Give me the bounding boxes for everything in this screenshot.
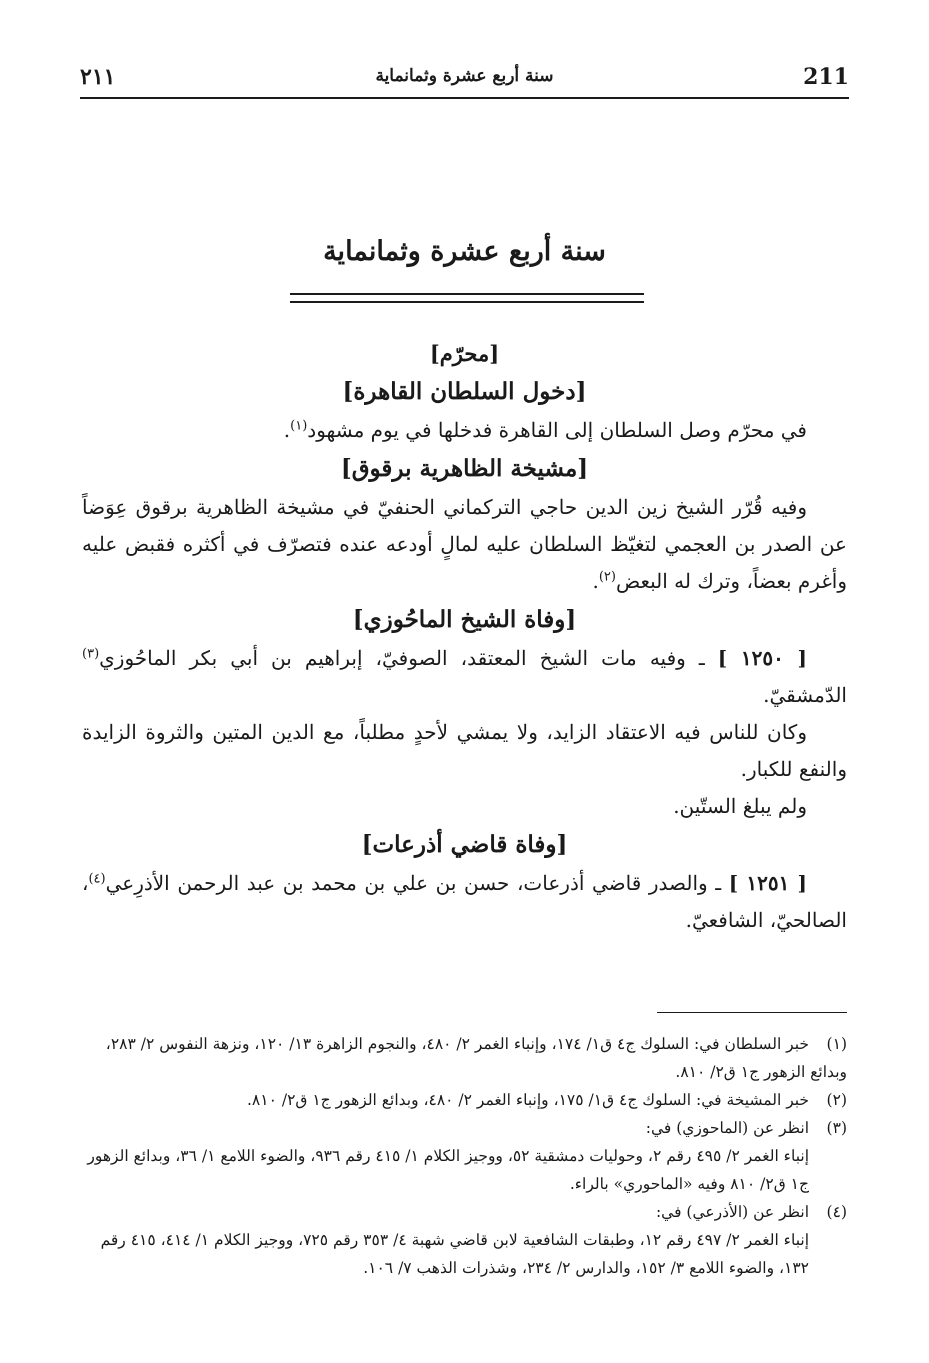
footnote-number: (١)	[826, 1035, 847, 1053]
section-heading: [مشيخة الظاهرية برقوق]	[340, 455, 589, 482]
footnote-number: (٢)	[826, 1091, 847, 1109]
footnote-separator	[657, 1012, 847, 1013]
page-number-latin: 211	[803, 64, 849, 90]
footnote	[82, 1114, 847, 1142]
title-rule-bottom	[290, 301, 644, 303]
running-title: سنة أربع عشرة وثمانماية	[375, 66, 554, 86]
paragraph-text: الدّمشقيّ.	[763, 683, 847, 707]
footnote-text: انظر عن (الماحوزي) في:	[645, 1119, 809, 1137]
paragraph	[82, 865, 847, 939]
footnote	[82, 1030, 847, 1086]
section-heading: [وفاة الشيخ الماحُوزي]	[352, 606, 577, 633]
paragraph: ولم يبلغ الستّين.	[673, 794, 807, 818]
footnote-text: خبر السلطان في: السلوك ج٤ ق١/ ١٧٤، وإنباء الغمر ٢/ ٤٨٠، والنجوم الزاهرة ١٣/ ١٢٠، ونزهة النفوس ٢/ ٢٨٣، وبدائع الزهور ج١ ق٢/ ٨١٠.	[105, 1035, 847, 1081]
running-header	[80, 60, 849, 96]
page-number-arabic: ٢١١	[80, 64, 116, 90]
footnote-number: (٣)	[826, 1119, 847, 1137]
paragraph	[82, 640, 847, 714]
footnote-ref[interactable]: (١)	[290, 418, 308, 434]
footnote-text: انظر عن (الأذرعي) في:	[655, 1203, 809, 1221]
footnote-sources: إنباء الغمر ٢/ ٤٩٧ رقم ١٢، وطبقات الشافعية لابن قاضي شهبة ٤/ ٣٥٣ رقم ٧٢٥، ووجيز الكلام ١/ ٤١٤، ٤١٥ رقم ١٣٢، والضوء اللامع ٣/ ١٥٢، والدارس ٢/ ٢٣٤، وشذرات الذهب ٧/ ١٠٦.	[100, 1231, 809, 1277]
paragraph	[82, 489, 847, 600]
month-heading: [محرّم]	[429, 341, 500, 366]
paragraph-text: في محرّم وصل السلطان إلى القاهرة فدخلها في يوم مشهود	[307, 418, 807, 442]
entry-number: [ ١٢٥٠ ]	[717, 646, 807, 670]
section-heading: [وفاة قاضي أذرعات]	[361, 831, 568, 858]
footnote-ref[interactable]: (٣)	[82, 646, 100, 662]
header-rule	[80, 97, 849, 99]
chapter-title: سنة أربع عشرة وثمانماية	[323, 236, 606, 267]
paragraph-text: ـ وفيه مات الشيخ المعتقد، الصوفيّ، إبراهيم بن أبي بكر الماحُوزي	[99, 646, 705, 670]
paragraph: وكان للناس فيه الاعتقاد الزايد، ولا يمشي لأحدٍ مطلباً، مع الدين المتين والثروة الزايدة والنفع للكبار.	[82, 720, 847, 781]
footnote	[82, 1086, 847, 1114]
footnote-ref[interactable]: (٢)	[598, 569, 616, 585]
footnote	[82, 1198, 847, 1226]
footnote-ref[interactable]: (٤)	[88, 871, 106, 887]
footnote-text: خبر المشيخة في: السلوك ج٤ ق١/ ١٧٥، وإنباء الغمر ٢/ ٤٨٠، وبدائع الزهور ج١ ق٢/ ٨١٠.	[246, 1091, 809, 1109]
footnotes	[82, 1030, 847, 1282]
paragraph	[82, 412, 847, 449]
paragraph-end: .	[592, 569, 599, 593]
footnote-number: (٤)	[826, 1203, 847, 1221]
paragraph-end: .	[283, 418, 291, 442]
section-heading: [دخول السلطان القاهرة]	[342, 378, 587, 405]
entry-number: [ ١٢٥١ ]	[728, 871, 807, 895]
paragraph-text: ، الصالحيّ، الشافعيّ.	[82, 871, 847, 932]
paragraph-text: وفيه قُرّر الشيخ زين الدين حاجي التركماني الحنفيّ في مشيخة الظاهرية برقوق عِوَضاً عن الصدر بن العجمي لتغيّظ السلطان عليه لمالٍ أودعه عنده فتصرّف في أكثره فقبض عليه وأغرم بعضاً، وترك له البعض	[82, 495, 847, 593]
title-rule-top	[290, 293, 644, 295]
footnote-sources: إنباء الغمر ٢/ ٤٩٥ رقم ٢، وحوليات دمشقية ٥٢، ووجيز الكلام ١/ ٤١٥ رقم ٩٣٦، والضوء اللامع ١/ ٣٦، وبدائع الزهور ج١ ق٢/ ٨١٠ وفيه «الماحوري» بالراء.	[87, 1147, 809, 1193]
paragraph-text: ـ والصدر قاضي أذرعات، حسن بن علي بن محمد بن عبد الرحمن الأذرِعي	[105, 871, 722, 895]
main-text	[82, 336, 847, 939]
